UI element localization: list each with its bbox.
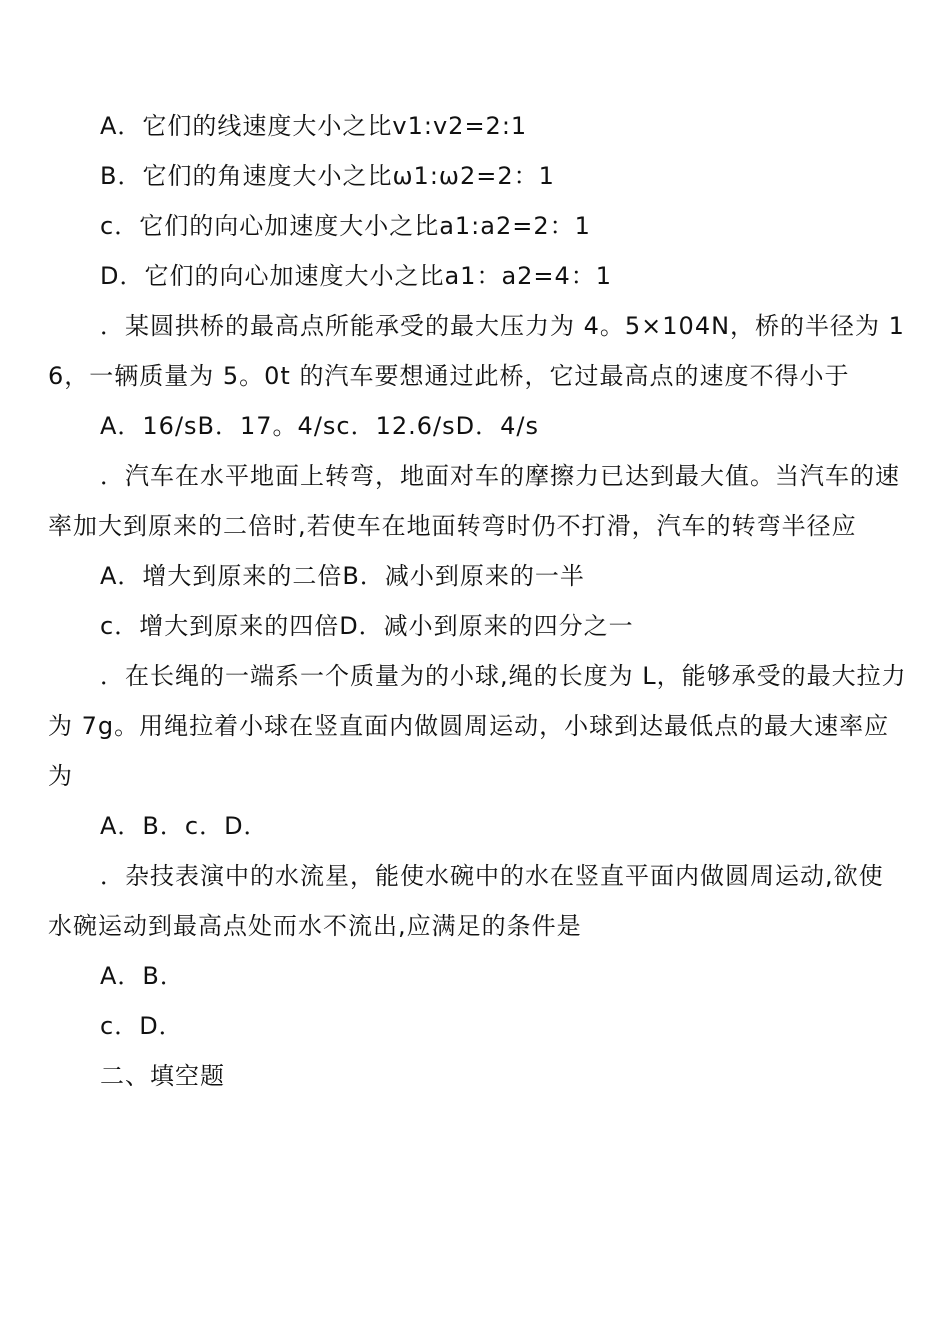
question-options: A．B．c．D． <box>100 812 269 840</box>
question-stem: ．杂技表演中的水流星，能使水碗中的水在竖直平面内做圆周运动,欲使水碗运动到最高点处而水不流出,应满足的条件是 <box>48 862 884 940</box>
question-stem: ．某圆拱桥的最高点所能承受的最大压力为 4。5×104N，桥的半径为 16，一辆质量为 5。0t 的汽车要想通过此桥，它过最高点的速度不得小于 <box>48 312 905 390</box>
document-content <box>48 101 908 1101</box>
option-line: B．它们的角速度大小之比ω1:ω2=2：1 <box>100 162 555 190</box>
option-line: A．它们的线速度大小之比v1:v2=2:1 <box>100 112 528 140</box>
section-heading: 二、填空题 <box>100 1062 225 1090</box>
question-options: A．B． <box>100 962 185 990</box>
question-options: A．增大到原来的二倍B．减小到原来的一半 <box>100 562 585 590</box>
question-options: A．16/sB．17。4/sc．12.6/sD．4/s <box>100 412 539 440</box>
option-line: D．它们的向心加速度大小之比a1：a2=4：1 <box>100 262 613 290</box>
question-options: c．增大到原来的四倍D．减小到原来的四分之一 <box>100 612 634 640</box>
question-options: c．D． <box>100 1012 184 1040</box>
question-stem: ．在长绳的一端系一个质量为的小球,绳的长度为 L，能够承受的最大拉力为 7g。用绳拉着小球在竖直面内做圆周运动，小球到达最低点的最大速率应为 <box>48 662 907 790</box>
question-stem: ．汽车在水平地面上转弯，地面对车的摩擦力已达到最大值。当汽车的速率加大到原来的二倍时,若使车在地面转弯时仍不打滑，汽车的转弯半径应 <box>48 462 900 540</box>
option-line: c．它们的向心加速度大小之比a1:a2=2：1 <box>100 212 591 240</box>
